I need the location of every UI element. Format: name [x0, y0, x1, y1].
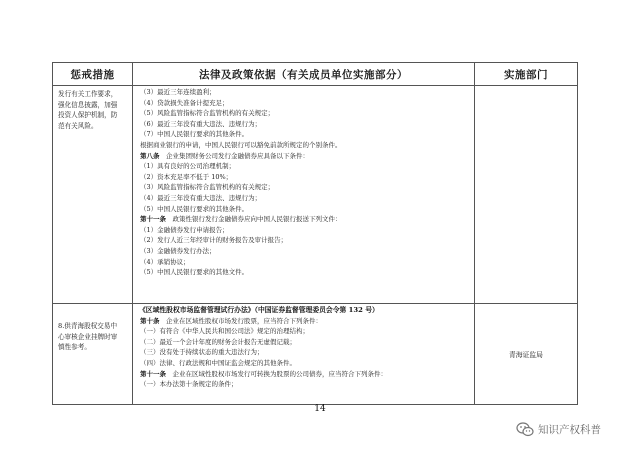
- clause-text: 企业在区域性股权市场发行股票，应当符合下列条件：: [166, 316, 322, 325]
- clause-number: （3）: [140, 246, 158, 255]
- clause-line: [137, 172, 470, 183]
- clause-line: [137, 98, 470, 109]
- clause-line: [137, 246, 470, 257]
- clause-text: 风险监管指标符合监管机构的有关规定；: [157, 183, 275, 192]
- clause-number: （3）: [140, 88, 158, 96]
- clause-text: 企业在区域性股权市场发行可转换为股票的公司债券，应当符合下列条件：: [172, 369, 387, 378]
- clause-line: [137, 204, 470, 215]
- clause-number: （3）: [140, 183, 158, 192]
- table-header-row: [53, 63, 578, 86]
- clause-number: （二）: [140, 337, 160, 346]
- clause-number: （1）: [140, 225, 158, 234]
- clause-text: 金融债券发行办法；: [157, 246, 216, 255]
- clause-text: 最近三年没有重大违法、违规行为；: [157, 119, 262, 128]
- measures-table: [52, 62, 578, 405]
- clause-number: （5）: [140, 268, 158, 277]
- clause-number: （5）: [140, 204, 158, 213]
- clause-line: [137, 193, 470, 204]
- clause-number: （2）: [140, 236, 158, 245]
- clause-number: 第十一条: [140, 215, 166, 224]
- clause-number: （4）: [140, 257, 158, 266]
- measure-cell: [53, 304, 133, 405]
- clause-number: （1）: [140, 162, 158, 171]
- clause-text: 政策性银行发行金融债券应向中国人民银行报送下列文件：: [172, 215, 342, 224]
- watermark-text: 知识产权科普: [538, 423, 601, 436]
- clause-text: 本办法第十条规定的条件；: [159, 380, 238, 389]
- clause-text: 金融债券发行申请报告；: [157, 225, 229, 234]
- clause-line: [137, 108, 470, 119]
- clause-line: [137, 337, 470, 348]
- clause-text: 承销协议；: [157, 257, 190, 266]
- clause-number: （一）: [140, 380, 160, 389]
- clause-line: [137, 235, 470, 246]
- clause-line: [137, 87, 470, 98]
- clause-text: 中国人民银行要求的其他条件。: [157, 130, 249, 139]
- measure-cell: [53, 86, 133, 304]
- clause-text: 贷款损失准备计提充足；: [157, 98, 229, 107]
- article-line: [137, 316, 470, 327]
- clause-line: [137, 225, 470, 236]
- clause-text: 资本充足率不低于 10%；: [157, 172, 233, 181]
- clause-number: （4）: [140, 98, 158, 107]
- clause-text: 发行人近三年经审计的财务报告及审计报告；: [157, 236, 288, 245]
- regulation-title: 《区域性股权市场监督管理试行办法》（中国证券监督管理委员会令第 132 号）: [139, 306, 379, 314]
- clause-number: （5）: [140, 109, 158, 118]
- clause-text: 有符合《中华人民共和国公司法》规定的治理结构；: [159, 327, 309, 336]
- clause-number: （7）: [140, 130, 158, 139]
- clause-text: 最近三年没有重大违法、违规行为；: [157, 193, 262, 202]
- clause-line: [137, 267, 470, 278]
- measure-text-line: 慎性参考。: [58, 343, 91, 351]
- clause-line: [137, 182, 470, 193]
- clause-number: （2）: [140, 172, 158, 181]
- measure-text-line: 强化信息披露，加强: [58, 100, 118, 109]
- measure-text-line: 心审核企业挂牌时审: [58, 332, 118, 341]
- clause-number: 第十条: [140, 316, 160, 325]
- clause-number: 第十一条: [140, 369, 166, 378]
- department-cell: 青海证监局: [475, 304, 578, 405]
- watermark: [516, 420, 601, 438]
- legal-basis-cell: [133, 304, 475, 405]
- page-number: 14: [314, 404, 326, 414]
- wechat-icon: [516, 422, 534, 437]
- clause-text: 最近三年连续盈利；: [157, 88, 216, 96]
- measure-text-line: 8.供青海股权交易中: [58, 322, 118, 330]
- clause-number: （三）: [140, 348, 160, 357]
- clause-number: （6）: [140, 119, 158, 128]
- header-measures: 惩戒措施: [53, 63, 133, 86]
- clause-text: 企业集团财务公司发行金融债券应具备以下条件：: [166, 151, 309, 160]
- clause-number: （四）: [140, 358, 160, 367]
- clause-number: 第八条: [140, 151, 160, 160]
- clause-text: 最近一个会计年度的财务会计报告无虚假记载；: [159, 337, 296, 346]
- header-legal-basis: 法律及政策依据（有关成员单位实施部分）: [133, 63, 475, 86]
- clause-line: [137, 140, 470, 151]
- clause-text: 中国人民银行要求的其他条件。: [157, 204, 249, 213]
- clause-line: [137, 257, 470, 268]
- clause-line: [137, 358, 470, 369]
- article-line: [137, 214, 470, 225]
- article-line: [137, 151, 470, 162]
- clause-text: 具有良好的公司治理机制；: [157, 162, 236, 171]
- clause-text: 风险监管指标符合监管机构的有关规定；: [157, 109, 275, 118]
- clause-text: 根据商业银行的申请，中国人民银行可以豁免前款所规定的个别条件。: [140, 140, 342, 149]
- measure-text-line: 投资人保护机制，防: [58, 111, 118, 119]
- legal-basis-cell: [133, 86, 475, 304]
- clause-line: [137, 347, 470, 358]
- department-cell: [475, 86, 578, 304]
- table-row: [53, 86, 578, 304]
- clause-number: （4）: [140, 193, 158, 202]
- table-row: [53, 304, 578, 405]
- clause-line: [137, 379, 470, 390]
- article-line: [137, 369, 470, 380]
- clause-line: [137, 119, 470, 130]
- clause-number: （一）: [140, 327, 160, 336]
- clause-line: [137, 326, 470, 337]
- measure-text-line: 范有关风险。: [58, 121, 98, 130]
- clause-text: 没有处于持续状态的重大违法行为；: [159, 348, 264, 357]
- measure-text-line: 发行有关工作要求，: [58, 90, 118, 98]
- clause-text: 法律、行政法规和中国证监会规定的其他条件。: [159, 358, 296, 367]
- clause-text: 中国人民银行要求的其他文件。: [157, 268, 249, 277]
- clause-line: [137, 129, 470, 140]
- header-department: 实施部门: [475, 63, 578, 86]
- clause-line: [137, 161, 470, 172]
